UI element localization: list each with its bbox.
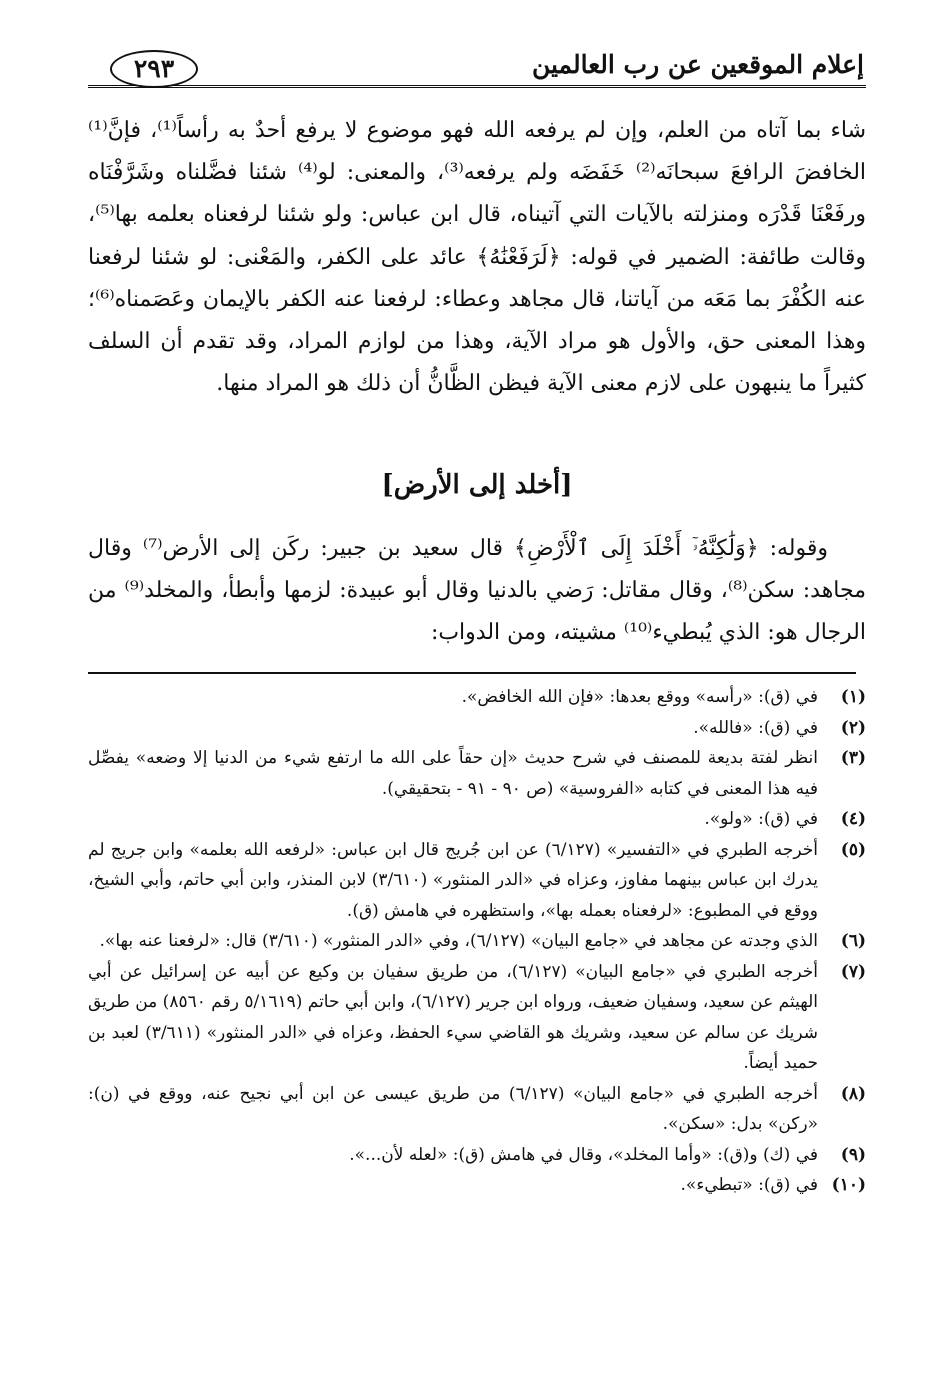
paragraph-2: وقوله: ﴿وَلَٰكِنَّهُۥٓ أَخْلَدَ إِلَى ٱلْأَرْضِ﴾ قال سعيد بن جبير: ركَن إلى الأرض⁽⁷⁾ وقال مجاهد: سكن⁽⁸⁾، وقال مقاتل: رَضي بالدنيا وقال أبو عبيدة: لزمها وأبطأ، والمخلد⁽⁹⁾ من الرجال هو: الذي يُبطيء⁽¹⁰⁾ مشيته، ومن الدواب:	[88, 536, 866, 645]
footnote-text: في (ك) و(ق): «وأما المخلد»، وقال في هامش (ق): «لعله لأن...».	[349, 1144, 818, 1165]
footnote-number: (١)	[840, 687, 866, 707]
footnote	[88, 743, 866, 804]
section-heading: [أخلد إلى الأرض]	[381, 470, 573, 500]
footnote-number: (٩)	[840, 1144, 866, 1165]
footnote-text: في (ق): «فالله».	[693, 717, 818, 738]
footnote-text: أخرجه الطبري في «جامع البيان» (٦/١٢٧) من طريق عيسى عن ابن أبي نجيح عنه، ووقع في (ن): «ركن» بدل: «سكن».	[88, 1083, 818, 1134]
footnote-separator	[88, 672, 856, 674]
footnote	[88, 926, 866, 957]
footnote-text: الذي وجدته عن مجاهد في «جامع البيان» (٦/١٢٧)، وفي «الدر المنثور» (٣/٦١٠) قال: «لرفعنا عنه بها».	[99, 931, 818, 951]
footnotes	[88, 682, 866, 1201]
footnote-number: (٧)	[840, 961, 866, 982]
footnote-text: أخرجه الطبري في «جامع البيان» (٦/١٢٧)، من طريق سفيان بن وكيع عن أبيه عن إسرائيل عن أبي الهيثم عن سعيد، وسفيان ضعيف، ورواه ابن جرير (٦/١٢٧)، وابن أبي حاتم (٥/١٦١٩ رقم ٨٥٦٠) من طريق شريك عن سالم عن سعيد، وشريك هو القاضي سيء الحفظ، وعزاه في «الدر المنثور» (٣/٦١١) لعبد بن حميد أيضاً.	[88, 961, 818, 1073]
footnote	[88, 835, 866, 927]
footnote	[88, 682, 866, 713]
footnote-text: في (ق): «تبطيء».	[680, 1175, 818, 1195]
footnote-number: (١٠)	[831, 1175, 866, 1195]
footnote	[88, 1170, 866, 1201]
footnote-number: (٤)	[840, 809, 866, 829]
footnote-text: انظر لفتة بديعة للمصنف في شرح حديث «إن حقاً على الله ما ارتفع شيء من الدنيا إلا وضعه» يفصِّل فيه هذا المعنى في كتابه «الفروسية» (ص ٩٠ - ٩١ - بتحقيقي).	[88, 748, 818, 799]
footnote-text: في (ق): «رأسه» ووقع بعدها: «فإن الله الخافض».	[461, 687, 818, 707]
footnote-text: أخرجه الطبري في «التفسير» (٦/١٢٧) عن ابن جُريج قال ابن عباس: «لرفعه الله بعلمه» وابن جريج لم يدرك ابن عباس بينهما مفاوز، وعزاه في «الدر المنثور» (٣/٦١٠) لابن المنذر، وابن أبي حاتم، وأبي الشيخ، ووقع في المطبوع: «لرفعناه بعمله بها»، واستظهره في هامش (ق).	[88, 839, 818, 921]
footnote	[88, 1079, 866, 1140]
footnote-number: (٣)	[840, 748, 866, 768]
header-rule	[88, 85, 866, 88]
footnote	[88, 957, 866, 1079]
footnote-number: (٢)	[840, 717, 866, 738]
footnote-text: في (ق): «ولو».	[704, 809, 818, 829]
footnote	[88, 713, 866, 744]
book-title: إعلام الموقعين عن رب العالمين	[531, 50, 864, 79]
footnote	[88, 1140, 866, 1171]
body-text-continued	[88, 528, 866, 654]
running-header	[88, 48, 866, 92]
footnote-number: (٨)	[840, 1083, 866, 1104]
page-number: ٢٩٣	[110, 50, 198, 88]
footnote	[88, 804, 866, 835]
footnote-number: (٦)	[840, 931, 866, 951]
body-text	[88, 110, 866, 405]
footnote-number: (٥)	[840, 839, 866, 860]
paragraph-1: شاء بما آتاه من العلم، وإن لم يرفعه الله فهو موضوع لا يرفع أحدٌ به رأساً⁽¹⁾، فإنَّ⁽¹⁾ الخافضَ الرافعَ سبحانَه⁽²⁾ خَفَضَه ولم يرفعه⁽³⁾، والمعنى: لو⁽⁴⁾ شئنا فضَّلناه وشَرَّفْنَاه ورفَعْنَا قَدْرَه ومنزلته بالآيات التي آتيناه، قال ابن عباس: ولو شئنا لرفعناه بعلمه بها⁽⁵⁾، وقالت طائفة: الضمير في قوله: ﴿لَرَفَعْنَٰهُ﴾ عائد على الكفر، والمَعْنى: لو شئنا لرفعنا عنه الكُفْرَ بما مَعَه من آياتنا، قال مجاهد وعطاء: لرفعنا عنه الكفر بالإيمان وعَصَمناه⁽⁶⁾؛ وهذا المعنى حق، والأول هو مراد الآية، وهذا من لوازم المراد، وقد تقدم أن السلف كثيراً ما ينبهون على لازم معنى الآية فيظن الظَّانُّ أن ذلك هو المراد منها.	[88, 118, 867, 397]
